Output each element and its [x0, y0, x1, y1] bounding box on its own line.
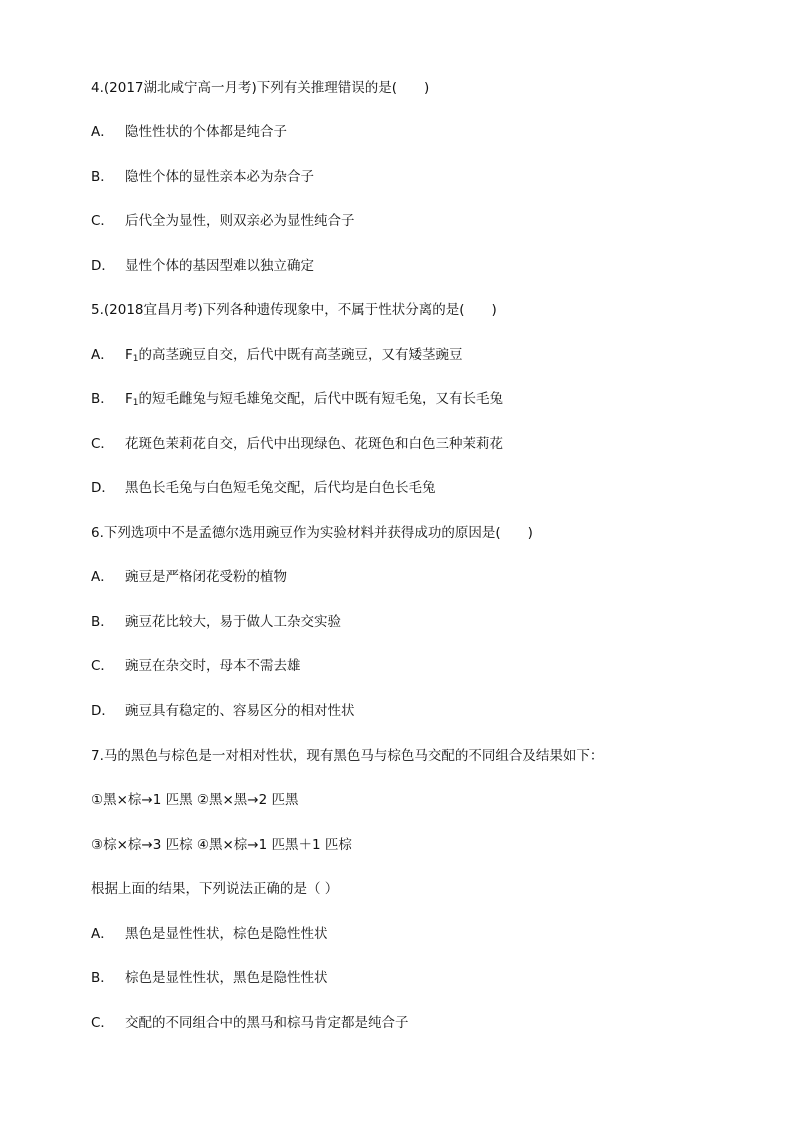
question-7-cross-results-1: ①黑×棕→1 匹黑 ②黑×黑→2 匹黑 — [91, 792, 299, 808]
question-7-option-c — [91, 1013, 409, 1033]
option-text: 花斑色茉莉花自交，后代中出现绿色、花斑色和白色三种茉莉花 — [125, 436, 503, 452]
question-5-option-a — [91, 345, 463, 369]
option-letter: A． — [91, 569, 114, 585]
question-4-option-b — [91, 167, 314, 187]
option-text: 隐性性状的个体都是纯合子 — [125, 124, 287, 140]
option-letter: D． — [91, 258, 115, 274]
option-letter: B． — [91, 970, 114, 986]
question-6-option-a — [91, 567, 287, 587]
option-text: 豌豆是严格闭花受粉的植物 — [125, 569, 287, 585]
question-6-option-b — [91, 612, 341, 632]
option-letter: B． — [91, 391, 114, 407]
question-7-option-b — [91, 968, 328, 988]
option-prefix: F — [125, 347, 133, 363]
question-5-option-d — [91, 478, 436, 498]
option-letter: B． — [91, 614, 114, 630]
option-text: 豌豆花比较大，易于做人工杂交实验 — [125, 614, 341, 630]
option-letter: A． — [91, 347, 114, 363]
question-4-option-c — [91, 211, 355, 231]
question-7-prompt: 根据上面的结果，下列说法正确的是（ ） — [91, 881, 339, 897]
option-text: 显性个体的基因型难以独立确定 — [125, 258, 314, 274]
option-text: 黑色长毛兔与白色短毛兔交配，后代均是白色长毛兔 — [125, 480, 436, 496]
option-text: 的高茎豌豆自交，后代中既有高茎豌豆，又有矮茎豌豆 — [138, 347, 463, 363]
option-text: 的短毛雌兔与短毛雄兔交配，后代中既有短毛兔，又有长毛兔 — [138, 391, 503, 407]
option-letter: C． — [91, 658, 114, 674]
option-letter: D． — [91, 703, 115, 719]
option-letter: B． — [91, 169, 114, 185]
option-letter: A． — [91, 926, 114, 942]
option-text: 棕色是显性性状，黑色是隐性性状 — [125, 970, 328, 986]
option-letter: A． — [91, 124, 114, 140]
question-5-option-c — [91, 434, 503, 454]
option-letter: C． — [91, 1015, 114, 1031]
question-5-option-b — [91, 389, 503, 413]
option-prefix: F — [125, 391, 133, 407]
option-letter: D． — [91, 480, 115, 496]
option-text: 后代全为显性，则双亲必为显性纯合子 — [125, 213, 355, 229]
question-7-option-a — [91, 924, 328, 944]
option-text: 豌豆具有稳定的、容易区分的相对性状 — [125, 703, 355, 719]
question-6-option-d — [91, 701, 355, 721]
question-7-cross-results-2: ③棕×棕→3 匹棕 ④黑×棕→1 匹黑＋1 匹棕 — [91, 837, 352, 853]
question-6-option-c — [91, 656, 301, 676]
option-text: 豌豆在杂交时，母本不需去雄 — [125, 658, 301, 674]
question-4-stem: 4.(2017湖北咸宁高一月考)下列有关推理错误的是( ) — [91, 80, 430, 96]
option-text: 黑色是显性性状，棕色是隐性性状 — [125, 926, 328, 942]
option-text: 交配的不同组合中的黑马和棕马肯定都是纯合子 — [125, 1015, 409, 1031]
option-letter: C． — [91, 213, 114, 229]
question-6-stem: 6.下列选项中不是孟德尔选用豌豆作为实验材料并获得成功的原因是( ) — [91, 525, 533, 541]
option-letter: C． — [91, 436, 114, 452]
question-4-option-d — [91, 256, 314, 276]
question-5-stem: 5.(2018宜昌月考)下列各种遗传现象中，不属于性状分离的是( ) — [91, 302, 497, 318]
question-7-stem: 7.马的黑色与棕色是一对相对性状，现有黑色马与棕色马交配的不同组合及结果如下： — [91, 748, 604, 764]
question-4-option-a — [91, 122, 287, 142]
option-subscript: 1 — [132, 398, 139, 408]
option-subscript: 1 — [132, 354, 139, 364]
option-text: 隐性个体的显性亲本必为杂合子 — [125, 169, 314, 185]
